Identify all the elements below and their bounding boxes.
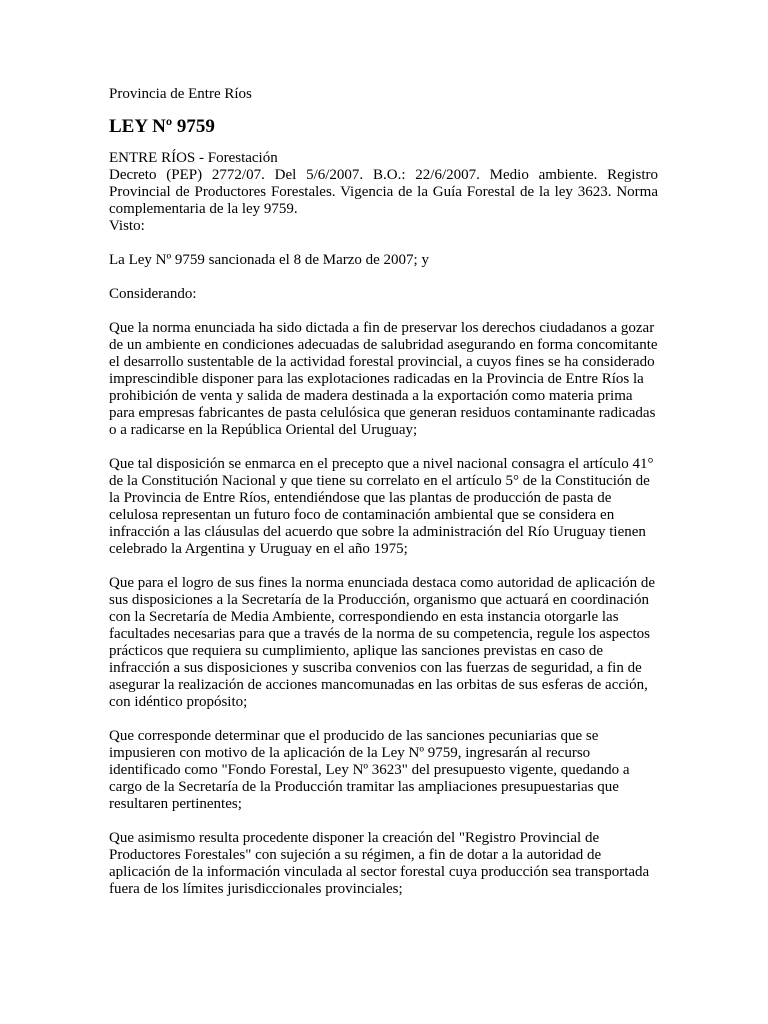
considerando-paragraph-2: Que tal disposición se enmarca en el precepto que a nivel nacional consagra el artículo 41° de la Constitución Nacional y que tiene su correlato en el artículo 5° de la Constitución de la Provincia de Entre Ríos, entendiéndose que las plantas de producción de pasta de celulosa representan un futuro foco de contaminación ambiental que se considera en infracción a las cláusulas del acuerdo que sobre la administración del Río Uruguay tienen celebrado la Argentina y Uruguay en el año 1975; <box>109 456 654 557</box>
law-title: LEY Nº 9759 <box>109 116 215 137</box>
visto-label: Visto: <box>109 218 145 234</box>
visto-text: La Ley Nº 9759 sancionada el 8 de Marzo de 2007; y <box>109 252 429 268</box>
decree-summary: Decreto (PEP) 2772/07. Del 5/6/2007. B.O.: 22/6/2007. Medio ambiente. Registro Provincial de Productores Forestales. Vigencia de la Guía Forestal de la ley 3623. Norma complementaria de la ley 9759. <box>109 167 658 217</box>
considerando-paragraph-5: Que asimismo resulta procedente disponer la creación del "Registro Provincial de Productores Forestales" con sujeción a su régimen, a fin de dotar a la autoridad de aplicación de la información vinculada al sector forestal cuya producción sea transportada fuera de los límites jurisdiccionales provinciales; <box>109 830 650 897</box>
considerando-paragraph-4: Que corresponde determinar que el producido de las sanciones pecuniarias que se impusieren con motivo de la aplicación de la Ley Nº 9759, ingresarán al recurso identificado como "Fondo Forestal, Ley Nº 3623" del presupuesto vigente, quedando a cargo de la Secretaría de la Producción tramitar las ampliaciones presupuestarias que resultaren pertinentes; <box>109 728 630 812</box>
decree-subject: ENTRE RÍOS - Forestación <box>109 150 278 166</box>
considerando-paragraph-1: Que la norma enunciada ha sido dictada a fin de preservar los derechos ciudadanos a gozar de un ambiente en condiciones adecuadas de salubridad asegurando en forma concomitante el desarrollo sustentable de la actividad forestal provincial, a cuyos fines se ha considerado imprescindible disponer para las explotaciones radicadas en la Provincia de Entre Ríos la prohibición de venta y salida de madera destinada a la exportación como materia prima para empresas fabricantes de pasta celulósica que generan residuos contaminante radicadas o a radicarse en la República Oriental del Uruguay; <box>109 320 658 438</box>
considerando-label: Considerando: <box>109 286 197 302</box>
decree-header <box>109 150 658 235</box>
document-page <box>109 86 658 915</box>
province-heading: Provincia de Entre Ríos <box>109 86 252 102</box>
considerando-paragraph-3: Que para el logro de sus fines la norma enunciada destaca como autoridad de aplicación de sus disposiciones a la Secretaría de la Producción, organismo que actuará en coordinación con la Secretaría de Media Ambiente, correspondiendo en esta instancia otorgarle las facultades necesarias para que a través de la norma de su competencia, regule los aspectos prácticos que requiera su cumplimiento, aplique las sanciones previstas en caso de infracción a sus disposiciones y suscriba convenios con las fuerzas de seguridad, a fin de asegurar la realización de acciones mancomunadas en las orbitas de sus esferas de acción, con idéntico propósito; <box>109 575 656 710</box>
